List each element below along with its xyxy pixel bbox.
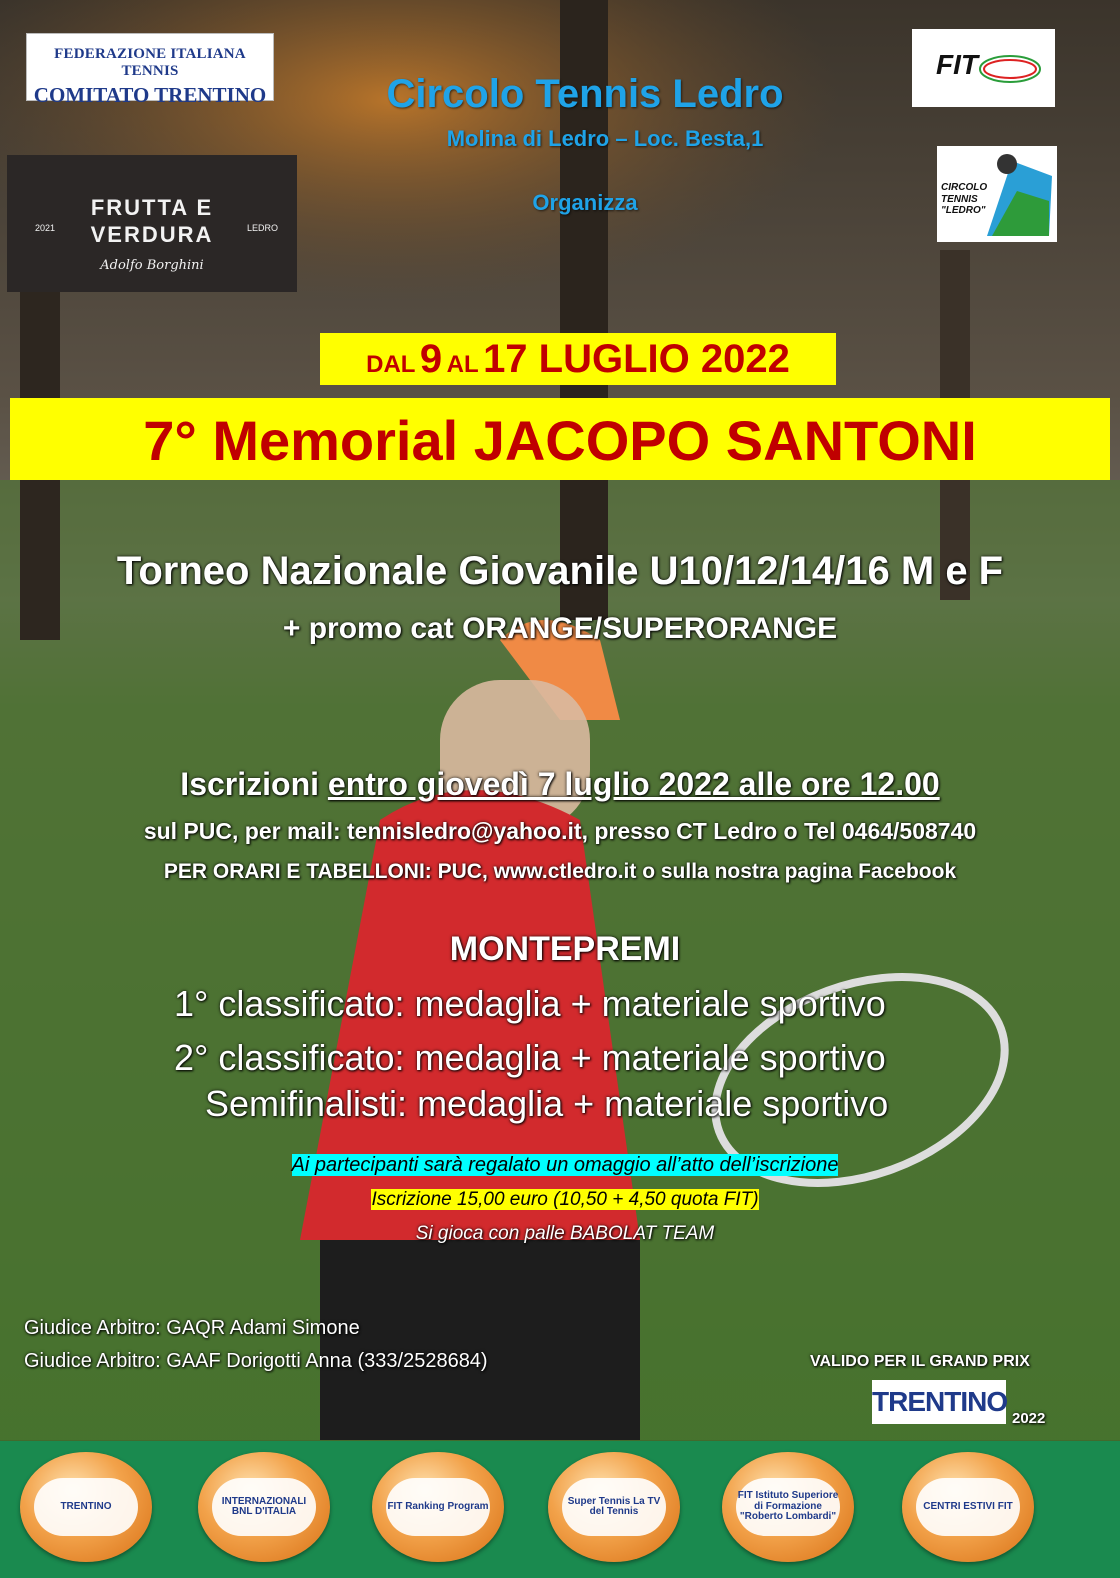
event-date	[320, 333, 836, 385]
sponsor-ball-6-text: CENTRI ESTIVI FIT	[916, 1478, 1020, 1536]
federation-line2: COMITATO TRENTINO	[33, 83, 267, 107]
club-logo-line2: TENNIS	[941, 193, 978, 205]
sponsor-year: 2021	[35, 223, 56, 233]
sponsor-line2: VERDURA	[90, 222, 214, 247]
fee-note: Iscrizione 15,00 euro (10,50 + 4,50 quota FIT)	[371, 1189, 759, 1210]
schedule-info: PER ORARI E TABELLONI: PUC, www.ctledro.it o sulla nostra pagina Facebook	[163, 860, 957, 883]
sponsor-logo	[7, 155, 297, 292]
sponsor-ball-1-text: TRENTINO	[34, 1478, 138, 1536]
trentino-logo-text: TRENTINO	[872, 1386, 1008, 1417]
tournament-name: Torneo Nazionale Giovanile U10/12/14/16 M e F	[116, 549, 1004, 593]
sponsor-ball-5-text: FIT Istituto Superiore di Formazione "Roberto Lombardi"	[736, 1478, 840, 1536]
sponsor-line1: FRUTTA E	[90, 195, 214, 220]
grand-prix-year: 2022	[1012, 1410, 1046, 1427]
promo-categories: + promo cat ORANGE/SUPERORANGE	[282, 612, 838, 645]
club-logo	[937, 146, 1057, 242]
grand-prix-label: VALIDO PER IL GRAND PRIX	[810, 1353, 1030, 1370]
sponsor-ball-4	[548, 1452, 680, 1562]
club-name: Circolo Tennis Ledro	[386, 72, 784, 116]
sponsor-ball-3	[372, 1452, 504, 1562]
balls-note: Si gioca con palle BABOLAT TEAM	[415, 1223, 715, 1244]
federation-logo	[26, 33, 274, 107]
event-title: 7° Memorial JACOPO SANTONI	[10, 398, 1110, 480]
gift-note: Ai partecipanti sarà regalato un omaggio all’atto dell’iscrizione	[291, 1154, 839, 1176]
date-rest: 17 LUGLIO 2022	[483, 337, 790, 381]
sponsor-place: LEDRO	[247, 223, 279, 233]
prize-item-2: 2° classificato: medaglia + materiale sportivo	[174, 1037, 886, 1078]
club-address: Molina di Ledro – Loc. Besta,1	[446, 126, 764, 151]
referee-1: Giudice Arbitro: GAQR Adami Simone	[24, 1317, 360, 1339]
date-day1: 9	[419, 337, 443, 381]
sponsor-ball-4-text: Super Tennis La TV del Tennis	[562, 1478, 666, 1536]
date-al: AL	[446, 351, 479, 378]
prizes-title: MONTEPREMI	[449, 930, 681, 968]
registration-deadline: entro giovedì 7 luglio 2022 alle ore 12.00	[327, 766, 940, 802]
registration-contacts: sul PUC, per mail: tennisledro@yahoo.it, presso CT Ledro o Tel 0464/508740	[143, 818, 977, 844]
prize-item-1: 1° classificato: medaglia + materiale sportivo	[174, 983, 886, 1024]
trentino-logo	[872, 1380, 1006, 1424]
club-logo-line3: "LEDRO"	[941, 205, 986, 216]
federation-line1: FEDERAZIONE ITALIANA TENNIS	[54, 46, 246, 79]
sponsor-ball-5	[722, 1452, 854, 1562]
sponsor-ball-6	[902, 1452, 1034, 1562]
registration-line	[60, 766, 1060, 803]
sponsor-ball-1	[20, 1452, 152, 1562]
organizza-label: Organizza	[532, 190, 638, 215]
fit-logo	[912, 29, 1055, 107]
registration-label: Iscrizioni	[180, 766, 319, 802]
referee-2: Giudice Arbitro: GAAF Dorigotti Anna (333/2528684)	[24, 1350, 488, 1372]
sponsor-ball-2-text: INTERNAZIONALI BNL D'ITALIA	[212, 1478, 316, 1536]
date-dal: DAL	[366, 351, 416, 378]
sponsor-ball-3-text: FIT Ranking Program	[386, 1478, 490, 1536]
prize-item-3: Semifinalisti: medaglia + materiale sportivo	[205, 1083, 889, 1124]
fit-logo-text: FIT	[936, 49, 978, 80]
sponsor-ball-2	[198, 1452, 330, 1562]
club-logo-line1: CIRCOLO	[941, 182, 988, 193]
fit-logo-icon	[912, 29, 1055, 107]
sponsor-signature: Adolfo Borghini	[100, 258, 204, 273]
